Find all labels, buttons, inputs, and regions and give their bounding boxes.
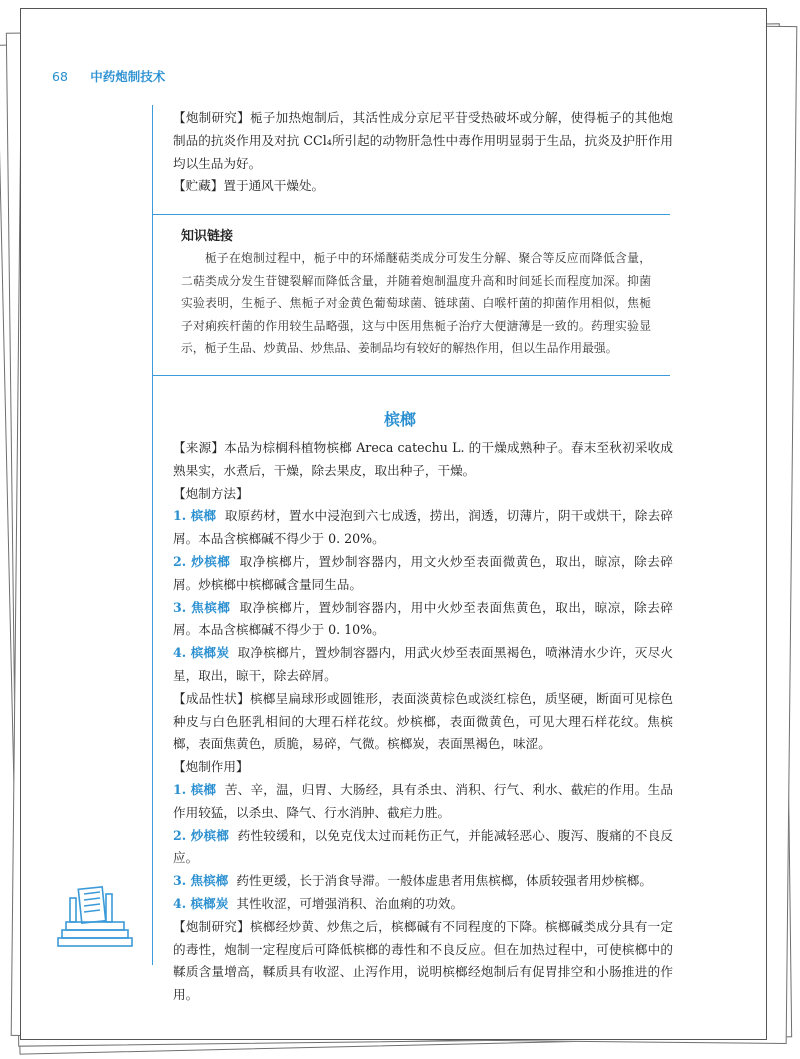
source-label: 【来源】 xyxy=(173,440,225,455)
method-item xyxy=(173,551,673,597)
research-text: 栀子加热炮制后，其活性成分京尼平苷受热破坏或分解，使得栀子的其他炮制品的抗炎作用及对抗 CCl₄所引起的动物肝急性中毒作用明显弱于生品，抗炎及护肝作用均以生品为好。 xyxy=(173,110,674,171)
method-text: 取净槟榔片，置炒制容器内，用文火炒至表面微黄色，取出，晾凉，除去碎屑。炒槟榔中槟榔碱含量同生品。 xyxy=(173,553,673,592)
section-research-paragraph xyxy=(173,916,673,1007)
main-section xyxy=(173,437,673,1007)
source-paragraph xyxy=(173,437,673,483)
book-title: 中药炮制技术 xyxy=(90,69,166,84)
method-text: 取净槟榔片，置炒制容器内，用武火炒至表面黑褐色，喷淋清水少许，灭尽火星，取出，晾干，除去碎屑。 xyxy=(173,645,673,683)
books-stack-icon xyxy=(56,880,136,950)
effect-item xyxy=(173,779,673,825)
section-title: 槟榔 xyxy=(383,410,416,429)
page-number: 68 xyxy=(52,69,68,84)
research-label: 【炮制研究】 xyxy=(173,110,250,125)
method-heading: 【炮制方法】 xyxy=(173,485,249,501)
research-paragraph xyxy=(173,107,673,175)
effect-heading: 【炮制作用】 xyxy=(173,759,249,775)
page-header xyxy=(52,67,165,85)
effect-text: 苦、辛，温，归胃、大肠经，具有杀虫、消积、行气、利水、截疟的作用。生品作用较猛，以杀虫、降气、行水消肿、截疟力胜。 xyxy=(173,781,673,820)
effect-name: 1. 槟榔 xyxy=(173,781,217,797)
trait-label: 【成品性状】 xyxy=(173,690,250,706)
storage-paragraph xyxy=(173,175,673,198)
section-research-text: 槟榔经炒黄、炒焦之后，槟榔碱有不同程度的下降。槟榔碱类成分具有一定的毒性，炮制一定程度后可降低槟榔的毒性和不良反应。但在加热过程中，可使槟榔中的鞣质含量增高，鞣质具有收涩、止泻作用，说明槟榔经炮制后有促胃排空和小肠推进的作用。 xyxy=(173,918,674,1003)
method-name: 4. 槟榔炭 xyxy=(173,645,230,661)
effect-item xyxy=(173,893,673,916)
method-name: 3. 焦槟榔 xyxy=(173,599,231,615)
knowledge-box-title: 知识链接 xyxy=(181,229,234,244)
storage-label: 【贮藏】 xyxy=(173,178,224,194)
effect-item xyxy=(173,870,673,893)
knowledge-box-text xyxy=(181,247,651,360)
method-text: 取原药材，置水中浸泡到六七成透，捞出，润透，切薄片，阴干或烘干，除去碎屑。本品含槟榔碱不得少于 0. 20%。 xyxy=(173,508,673,547)
effect-name: 2. 炒槟榔 xyxy=(173,827,230,843)
method-name: 2. 炒槟榔 xyxy=(173,553,231,569)
method-item xyxy=(173,642,673,688)
section-research-label: 【炮制研究】 xyxy=(173,918,250,934)
effect-name: 3. 焦槟榔 xyxy=(173,873,229,889)
top-section xyxy=(173,107,673,198)
effect-text: 药性较缓和，以免克伐太过而耗伤正气，并能减轻恶心、腹泻、腹痛的不良反应。 xyxy=(173,827,673,866)
method-name: 1. 槟榔 xyxy=(173,508,217,524)
trait-paragraph xyxy=(173,688,673,756)
knowledge-text: 栀子在炮制过程中，栀子中的环烯醚萜类成分可发生分解、聚合等反应而降低含量，二萜类成分发生苷键裂解而降低含量，并随着炮制温度升高和时间延长而程度加深。抑菌实验表明，生栀子、焦栀子对金黄色葡萄球菌、链球菌、白喉杆菌的抑菌作用相似，焦栀子对痢疾杆菌的作用较生品略强，这与中医用焦栀子治疗大便溏薄是一致的。药理实验显示，栀子生品、炒黄品、炒焦品、姜制品均有较好的解热作用，但以生品作用最强。 xyxy=(181,251,651,356)
method-item xyxy=(173,505,673,551)
source-text: 本品为棕榈科植物槟榔 Areca catechu L. 的干燥成熟种子。春末至秋初采收成熟果实，水煮后，干燥，除去果皮，取出种子，干燥。 xyxy=(173,440,674,478)
method-item xyxy=(173,597,673,643)
effect-item xyxy=(173,825,673,871)
trait-text: 槟榔呈扁球形或圆锥形，表面淡黄棕色或淡红棕色，质坚硬，断面可见棕色种皮与白色胚乳相间的大理石样花纹。炒槟榔，表面微黄色，可见大理石样花纹。焦槟榔，表面焦黄色，质脆，易碎，气微。槟榔炭，表面黑褐色，味涩。 xyxy=(173,690,674,752)
storage-text: 置于通风干燥处。 xyxy=(223,178,325,194)
effect-text: 药性更缓，长于消食导滞。一般体虚患者用焦槟榔，体质较强者用炒槟榔。 xyxy=(236,873,652,889)
effect-name: 4. 槟榔炭 xyxy=(173,895,229,911)
method-text: 取净槟榔片，置炒制容器内，用中火炒至表面焦黄色，取出，晾凉，除去碎屑。本品含槟榔碱不得少于 0. 10%。 xyxy=(173,599,673,638)
effect-text: 其性收涩，可增强消积、治血痢的功效。 xyxy=(236,895,464,911)
